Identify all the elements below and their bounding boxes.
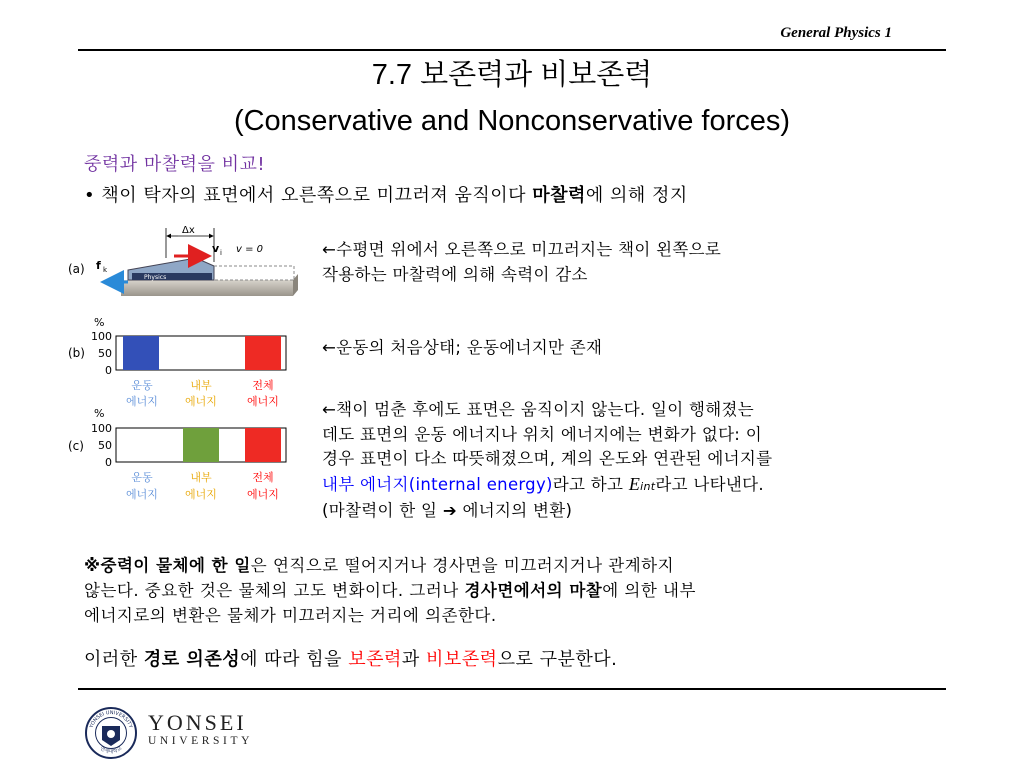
b-cat-total-2: 에너지 [247, 395, 279, 408]
b-axis-unit: % [94, 316, 105, 329]
c-bar-2 [245, 428, 281, 462]
note1-line2: 작용하는 마찰력에 의해 속력이 감소 [322, 264, 588, 284]
note1 [322, 238, 721, 287]
logo-name: YONSEI [148, 710, 247, 735]
bullet-line [84, 184, 688, 208]
eint-sub: int [640, 479, 656, 493]
c-cat-total-2: 에너지 [247, 488, 279, 501]
para-bold2: 경사면에서의 마찰 [464, 581, 603, 600]
note3-line5-pre: (마찰력이 한 일 [322, 501, 443, 520]
book-ghost [214, 266, 294, 280]
v-final-label: v = 0 [236, 244, 264, 255]
table-surface [121, 280, 293, 296]
note3-line1: 책이 멈춘 후에도 표면은 움직이지 않는다. 일이 행해졌는 [336, 400, 754, 419]
c-cat-kinetic-1: 운동 [131, 471, 153, 484]
subtitle-text: 중력과 마찰력을 비교! [84, 154, 266, 175]
c-bar-1 [183, 428, 219, 462]
friction-label: f [96, 259, 101, 272]
c-cat-kinetic-2: 에너지 [126, 488, 158, 501]
panel-a-label: (a) [68, 262, 85, 276]
para-line1-rest: 은 연직으로 떨어지거나 경사면을 미끄러지거나 관계하지 [250, 556, 675, 575]
final-pre: 이러한 [84, 649, 144, 670]
c-tick-0: 0 [105, 456, 112, 469]
c-tick-50: 50 [98, 439, 112, 452]
para-line2-post: 에 의한 내부 [602, 581, 696, 600]
b-categories [126, 378, 279, 408]
para-bold1: ※중력이 물체에 한 일 [84, 556, 251, 575]
velocity-label: v [212, 242, 220, 255]
title-english: (Conservative and Nonconservative forces) [233, 105, 791, 137]
panel-b-label: (b) [68, 346, 85, 360]
note1-arrow: ← [322, 240, 337, 259]
top-rule [78, 49, 946, 51]
note3-line4 [322, 472, 772, 500]
friction-sub: k [103, 266, 108, 274]
conservative-term: 보존력 [348, 649, 402, 670]
final-line [84, 648, 617, 672]
note3-arrow: ← [322, 400, 337, 419]
final-post: 으로 구분한다. [497, 649, 618, 670]
final-mid2: 과 [401, 649, 427, 670]
note2 [322, 336, 602, 361]
seal-top-text: YONSEI UNIVERSITY [88, 709, 134, 729]
c-cat-internal-1: 내부 [190, 471, 212, 484]
eint-symbol: E [628, 473, 641, 494]
c-tick-100: 100 [91, 422, 112, 435]
title-korean: 7.7 보존력과 비보존력 [371, 59, 653, 91]
panel-c-label: (c) [68, 439, 84, 453]
b-cat-kinetic-1: 운동 [131, 379, 153, 392]
note3-line4-mid: 라고 하고 [552, 474, 629, 494]
note1-line1: 수평면 위에서 오른쪽으로 미끄러지는 책이 왼쪽으로 [336, 240, 722, 259]
note3-line5-post: 에너지의 변환) [456, 501, 573, 520]
nonconservative-term: 비보존력 [426, 649, 498, 670]
final-bold: 경로 의존성 [143, 649, 241, 670]
right-arrow-icon: ➔ [442, 501, 457, 520]
disp-label: Δx [182, 225, 195, 236]
bullet-bold: 마찰력 [532, 185, 586, 206]
final-mid: 에 따라 힘을 [240, 649, 349, 670]
note3 [322, 398, 772, 524]
yonsei-seal-icon [84, 706, 138, 760]
book-text: Physics [144, 274, 167, 281]
internal-energy-term: 내부 에너지(internal energy) [322, 474, 553, 494]
b-cat-internal-1: 내부 [190, 379, 212, 392]
note3-line3: 경우 표면이 다소 따뜻해졌으며, 계의 온도와 연관된 에너지를 [322, 449, 773, 468]
bullet-mark: • [84, 185, 96, 206]
b-cat-internal-2: 에너지 [185, 395, 217, 408]
bullet-pre: 책이 탁자의 표면에서 오른쪽으로 미끄러져 움직이다 [101, 185, 533, 206]
bullet-post: 에 의해 정지 [585, 185, 688, 206]
logo-sub: UNIVERSITY [148, 735, 253, 747]
c-categories [126, 470, 279, 501]
seal-bottom-text: 연세대학교 [98, 745, 124, 755]
b-tick-50: 50 [98, 347, 112, 360]
energy-figure [66, 222, 302, 514]
c-cat-internal-2: 에너지 [185, 488, 217, 501]
gravity-paragraph [84, 553, 696, 628]
b-tick-100: 100 [91, 330, 112, 343]
c-cat-total-1: 전체 [252, 471, 274, 484]
b-bar-0 [123, 336, 159, 370]
b-bar-2 [245, 336, 281, 370]
note3-line4-end: 라고 나타낸다. [655, 474, 764, 494]
bottom-rule [78, 688, 946, 690]
note2-arrow: ← [322, 338, 337, 357]
b-cat-total-1: 전체 [252, 379, 274, 392]
subtitle [84, 153, 265, 177]
b-tick-0: 0 [105, 364, 112, 377]
course-header: General Physics 1 [780, 25, 892, 41]
c-axis-unit: % [94, 407, 105, 420]
note3-line2: 데도 표면의 운동 에너지나 위치 에너지에는 변화가 없다: 이 [322, 424, 762, 444]
para-line3: 에너지로의 변환은 물체가 미끄러지는 거리에 의존한다. [84, 606, 497, 625]
b-cat-kinetic-2: 에너지 [126, 395, 158, 408]
note2-text: 운동의 처음상태; 운동에너지만 존재 [336, 338, 603, 357]
velocity-sub: i [220, 249, 222, 257]
para-line2-pre: 않는다. 중요한 것은 물체의 고도 변화이다. 그러나 [84, 581, 465, 600]
